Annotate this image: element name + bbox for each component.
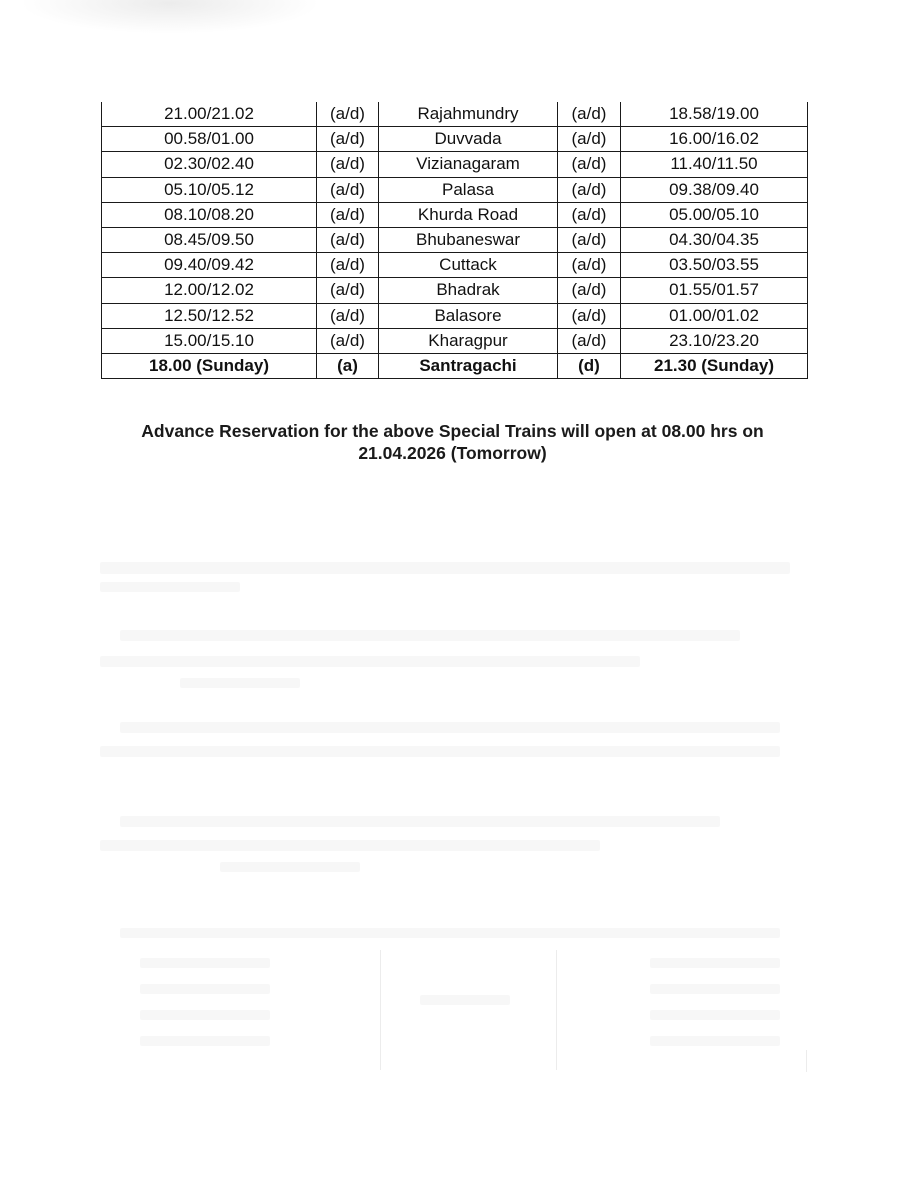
station-cell: Vizianagaram bbox=[379, 152, 558, 177]
station-cell: Duvvada bbox=[379, 127, 558, 152]
table-row bbox=[102, 152, 808, 177]
arr-dep-down-cell: 18.00 (Sunday) bbox=[102, 353, 317, 378]
station-cell: Khurda Road bbox=[379, 202, 558, 227]
arr-dep-up-cell: 05.00/05.10 bbox=[621, 202, 808, 227]
table-row bbox=[102, 303, 808, 328]
arr-dep-up-cell: 16.00/16.02 bbox=[621, 127, 808, 152]
arr-dep-down-cell: 21.00/21.02 bbox=[102, 102, 317, 127]
code-down-cell: (a/d) bbox=[317, 102, 379, 127]
arr-dep-down-cell: 08.10/08.20 bbox=[102, 202, 317, 227]
schedule-table bbox=[101, 102, 808, 379]
table-row bbox=[102, 102, 808, 127]
code-down-cell: (a/d) bbox=[317, 227, 379, 252]
table-row bbox=[102, 177, 808, 202]
train-schedule-table bbox=[101, 102, 807, 379]
arr-dep-down-cell: 12.00/12.02 bbox=[102, 278, 317, 303]
arr-dep-down-cell: 09.40/09.42 bbox=[102, 253, 317, 278]
code-up-cell: (a/d) bbox=[558, 102, 621, 127]
code-up-cell: (a/d) bbox=[558, 227, 621, 252]
arr-dep-up-cell: 03.50/03.55 bbox=[621, 253, 808, 278]
code-up-cell: (a/d) bbox=[558, 303, 621, 328]
arr-dep-up-cell: 18.58/19.00 bbox=[621, 102, 808, 127]
table-row bbox=[102, 278, 808, 303]
table-row bbox=[102, 127, 808, 152]
arr-dep-down-cell: 15.00/15.10 bbox=[102, 328, 317, 353]
arr-dep-up-cell: 04.30/04.35 bbox=[621, 227, 808, 252]
table-row bbox=[102, 227, 808, 252]
station-cell: Balasore bbox=[379, 303, 558, 328]
table-row bbox=[102, 253, 808, 278]
code-up-cell: (a/d) bbox=[558, 278, 621, 303]
code-down-cell: (a/d) bbox=[317, 152, 379, 177]
reservation-notice bbox=[100, 420, 805, 464]
notice-line-2: 21.04.2026 (Tomorrow) bbox=[358, 443, 547, 463]
table-row-terminal bbox=[102, 353, 808, 378]
code-up-cell: (a/d) bbox=[558, 328, 621, 353]
station-cell: Rajahmundry bbox=[379, 102, 558, 127]
notice-line-1: Advance Reservation for the above Special Trains will open at 08.00 hrs on bbox=[141, 421, 764, 441]
table-row bbox=[102, 202, 808, 227]
code-down-cell: (a/d) bbox=[317, 328, 379, 353]
code-up-cell: (a/d) bbox=[558, 152, 621, 177]
code-up-cell: (a/d) bbox=[558, 127, 621, 152]
code-down-cell: (a/d) bbox=[317, 202, 379, 227]
station-cell: Bhadrak bbox=[379, 278, 558, 303]
table-row bbox=[102, 328, 808, 353]
arr-dep-up-cell: 01.55/01.57 bbox=[621, 278, 808, 303]
code-up-cell: (a/d) bbox=[558, 253, 621, 278]
code-down-cell: (a/d) bbox=[317, 278, 379, 303]
arr-dep-up-cell: 21.30 (Sunday) bbox=[621, 353, 808, 378]
arr-dep-up-cell: 01.00/01.02 bbox=[621, 303, 808, 328]
arr-dep-down-cell: 08.45/09.50 bbox=[102, 227, 317, 252]
code-down-cell: (a/d) bbox=[317, 127, 379, 152]
scan-smudge bbox=[20, 0, 320, 34]
station-cell: Palasa bbox=[379, 177, 558, 202]
code-up-cell: (d) bbox=[558, 353, 621, 378]
station-cell: Kharagpur bbox=[379, 328, 558, 353]
code-down-cell: (a/d) bbox=[317, 177, 379, 202]
code-down-cell: (a/d) bbox=[317, 303, 379, 328]
arr-dep-up-cell: 23.10/23.20 bbox=[621, 328, 808, 353]
station-cell: Santragachi bbox=[379, 353, 558, 378]
code-down-cell: (a/d) bbox=[317, 253, 379, 278]
code-up-cell: (a/d) bbox=[558, 202, 621, 227]
arr-dep-down-cell: 05.10/05.12 bbox=[102, 177, 317, 202]
arr-dep-up-cell: 11.40/11.50 bbox=[621, 152, 808, 177]
arr-dep-down-cell: 00.58/01.00 bbox=[102, 127, 317, 152]
arr-dep-down-cell: 12.50/12.52 bbox=[102, 303, 317, 328]
code-up-cell: (a/d) bbox=[558, 177, 621, 202]
station-cell: Bhubaneswar bbox=[379, 227, 558, 252]
arr-dep-up-cell: 09.38/09.40 bbox=[621, 177, 808, 202]
arr-dep-down-cell: 02.30/02.40 bbox=[102, 152, 317, 177]
station-cell: Cuttack bbox=[379, 253, 558, 278]
code-down-cell: (a) bbox=[317, 353, 379, 378]
